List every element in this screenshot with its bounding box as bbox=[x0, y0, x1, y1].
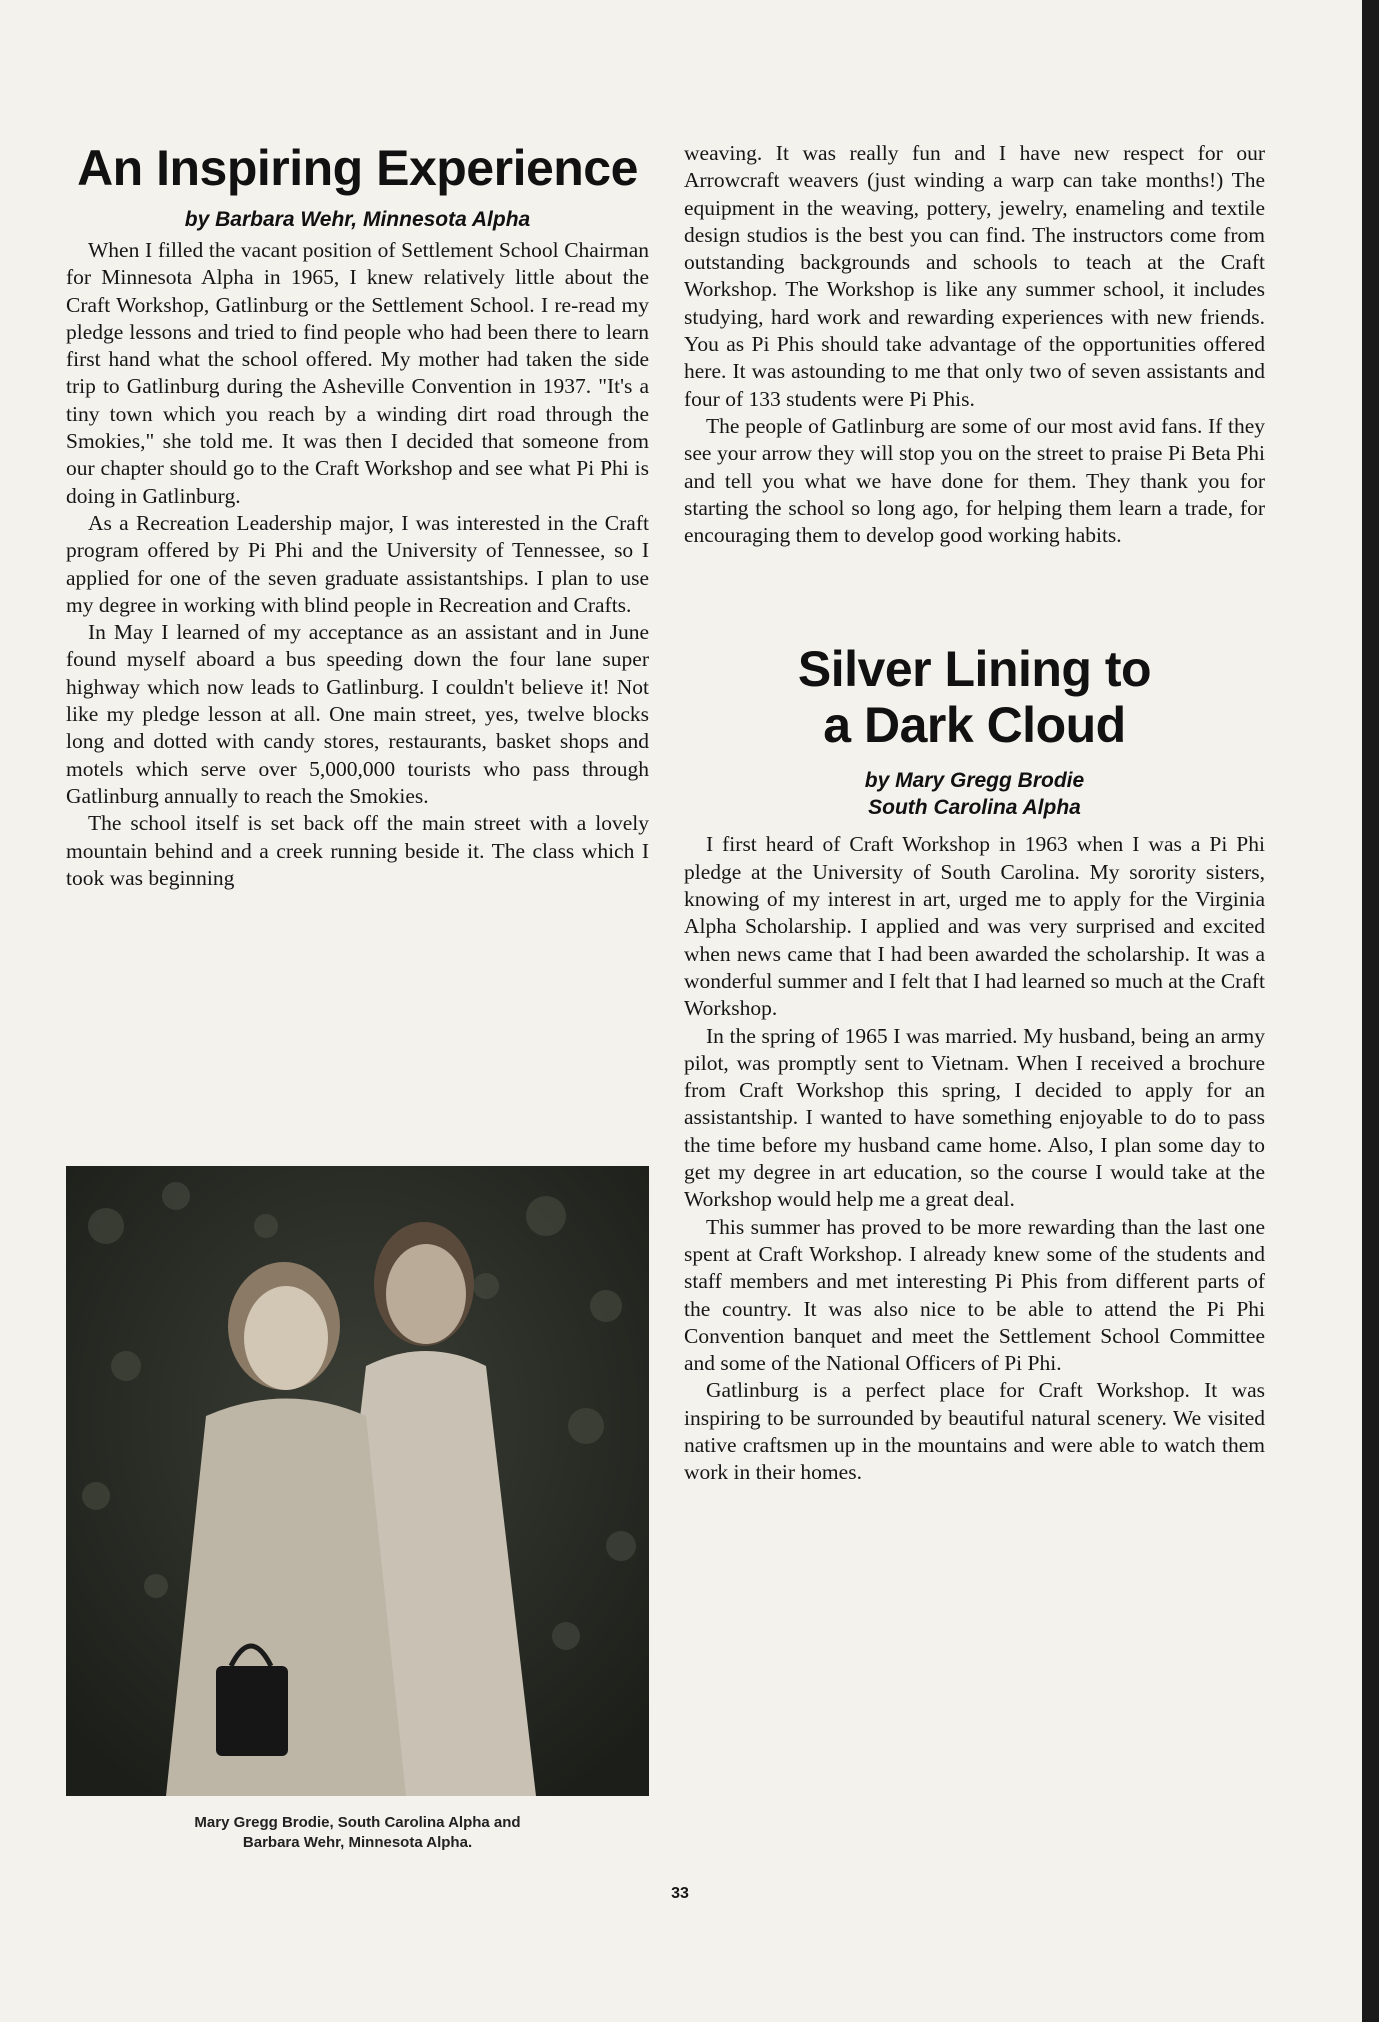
caption-line: Mary Gregg Brodie, South Carolina Alpha and bbox=[194, 1814, 521, 1831]
photo-caption bbox=[66, 1813, 649, 1853]
paragraph: This summer has proved to be more rewarding than the last one spent at Craft Workshop. I already knew some of the students and staff members and met interesting Pi Phis from different parts of the country. It was also nice to be able to attend the Pi Phi Convention banquet and meet the Settlement School Committee and some of the National Officers of Pi Phi. bbox=[684, 1214, 1265, 1376]
title-line: a Dark Cloud bbox=[823, 697, 1126, 754]
photo-illustration bbox=[66, 1166, 649, 1796]
article-title bbox=[684, 641, 1265, 753]
paragraph: The people of Gatlinburg are some of our most avid fans. If they see your arrow they will stop you on the street to praise Pi Beta Phi and tell you what we have done for them. They thank you for starting the school so long ago, for helping them learn a trade, for encouraging them to develop good working habits. bbox=[684, 413, 1265, 548]
page-number: 33 bbox=[671, 1885, 689, 1902]
page-edge bbox=[1362, 0, 1379, 2022]
article-byline bbox=[66, 206, 649, 233]
caption-line: Barbara Wehr, Minnesota Alpha. bbox=[242, 1834, 473, 1851]
right-column bbox=[684, 140, 1265, 1487]
paragraph: Gatlinburg is a perfect place for Craft Workshop. It was inspiring to be surrounded by beautiful natural scenery. We visited native craftsmen up in the mountains and were able to watch them work in their homes. bbox=[684, 1378, 1265, 1485]
article-title: An Inspiring Experience bbox=[77, 140, 638, 196]
paragraph: I first heard of Craft Workshop in 1963 when I was a Pi Phi pledge at the University of South Carolina. My sorority sisters, knowing of my interest in art, urged me to apply for the Virginia Alpha Scholarship. I applied and was very surprised and excited when news came that I had been awarded the scholarship. It was a wonderful summer and I felt that I had learned so much at the Craft Workshop. bbox=[684, 832, 1265, 1021]
paragraph: In May I learned of my acceptance as an assistant and in June found myself aboard a bus speeding down the four lane super highway which now leads to Gatlinburg. I couldn't believe it! Not like my pledge lesson at all. One main street, yes, twelve blocks long and dotted with candy stores, restaurants, basket shops and motels which serve over 5,000,000 tourists who pass through Gatlinburg annually to reach the Smokies. bbox=[66, 620, 649, 808]
title-line: Silver Lining to bbox=[797, 641, 1152, 698]
paragraph: As a Recreation Leadership major, I was interested in the Craft program offered by Pi Phi and the University of Tennessee, so I applied for one of the seven graduate assistantships. I plan to use my degree in working with blind people in Recreation and Crafts. bbox=[66, 510, 649, 617]
paragraph: weaving. It was really fun and I have new respect for our Arrowcraft weavers (just winding a warp can take months!) The equipment in the weaving, pottery, jewelry, enameling and textile design studios is the best you can find. The instructors come from outstanding backgrounds and schools to teach at the Craft Workshop. The Workshop is like any summer school, it includes studying, hard work and rewarding experiences with new friends. You as Pi Phis should take advantage of the opportunities offered here. It was astounding to me that only two of seven assistants and four of 133 students were Pi Phis. bbox=[684, 141, 1265, 411]
byline-text: by Mary Gregg Brodie bbox=[864, 769, 1085, 793]
portrait-photo bbox=[66, 1166, 649, 1796]
spacer bbox=[684, 549, 1265, 641]
article-byline bbox=[684, 767, 1265, 821]
paragraph: When I filled the vacant position of Settlement School Chairman for Minnesota Alpha in 1965, I knew relatively little about the Craft Workshop, Gatlinburg or the Settlement School. I re-read my pledge lessons and tried to find people who had been there to learn first hand what the school offered. My mother had taken the side trip to Gatlinburg during the Asheville Convention in 1937. "It's a tiny town which you reach by a winding dirt road through the Smokies," she told me. It was then I decided that someone from our chapter should go to the Craft Workshop and see what Pi Phi is doing in Gatlinburg. bbox=[66, 238, 649, 508]
byline-text: by Barbara Wehr, Minnesota Alpha bbox=[184, 208, 531, 231]
paragraph: The school itself is set back off the main street with a lovely mountain behind and a creek running beside it. The class which I took was beginning bbox=[66, 811, 649, 890]
byline-text: South Carolina Alpha bbox=[868, 796, 1081, 820]
paragraph: In the spring of 1965 I was married. My husband, being an army pilot, was promptly sent to Vietnam. When I received a brochure from Craft Workshop this spring, I decided to apply for an assistantship. I wanted to have something enjoyable to do to pass the time before my husband came home. Also, I plan some day to get my degree in art education, so the course I would take at the Workshop would help me a great deal. bbox=[684, 1023, 1265, 1212]
left-column bbox=[66, 140, 649, 892]
